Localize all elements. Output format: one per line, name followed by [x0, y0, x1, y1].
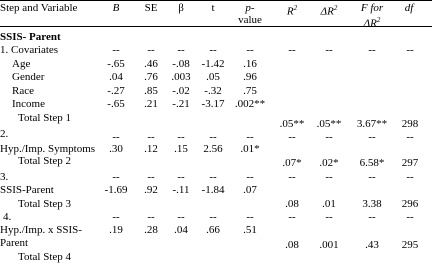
top-rule: [0, 0, 432, 1]
cell-se: .21: [144, 98, 158, 110]
cell-b: -.65: [107, 98, 125, 110]
cell-f: 3.67**: [356, 118, 388, 130]
row-label: 3.: [0, 171, 9, 183]
cell-p: .51: [243, 224, 257, 236]
row-label: 2.: [0, 128, 9, 140]
row-label-line1: Hyp./Imp. x SSIS-: [0, 224, 82, 236]
cell-r2: --: [288, 44, 296, 56]
cell-se: --: [147, 131, 155, 143]
cell-b: --: [112, 131, 120, 143]
row-label: Race: [12, 85, 34, 97]
cell-beta: -.02: [172, 85, 190, 97]
row-label: Total Step 2: [18, 155, 72, 167]
cell-t: --: [209, 44, 217, 56]
row-label: Gender: [12, 71, 45, 83]
row-label: Income: [12, 98, 45, 110]
cell-b: -.65: [107, 58, 125, 70]
cell-f: --: [368, 171, 376, 183]
cell-t: .05: [206, 71, 220, 83]
cell-dr2: .05**: [316, 118, 342, 130]
cell-b: .30: [109, 143, 123, 155]
cell-beta: .003: [171, 71, 191, 83]
cell-beta: .04: [174, 224, 188, 236]
row-label: SSIS-Parent: [0, 184, 54, 196]
cell-r2: .08: [285, 239, 299, 251]
cell-df: 297: [401, 157, 419, 169]
cell-dr2: --: [325, 44, 333, 56]
cell-f: 6.58*: [359, 157, 385, 169]
cell-df: 295: [401, 239, 419, 251]
cell-r2: .05**: [279, 118, 305, 130]
cell-beta: .15: [174, 143, 188, 155]
cell-p: .16: [243, 58, 257, 70]
cell-dr2: .001: [319, 239, 339, 251]
cell-p: --: [246, 131, 254, 143]
cell-t: -.32: [204, 85, 222, 97]
cell-f: --: [368, 44, 376, 56]
cell-df: --: [406, 131, 414, 143]
cell-r2: .08: [285, 198, 299, 210]
cell-t: --: [209, 171, 217, 183]
row-label: 1. Covariates: [0, 44, 59, 56]
cell-r2: --: [288, 131, 296, 143]
cell-se: .46: [144, 58, 158, 70]
header-step-and-variable: Step and Variable: [0, 2, 78, 14]
row-label: 4.: [3, 211, 12, 223]
header-t: t: [211, 2, 215, 14]
cell-t: -1.42: [201, 58, 225, 70]
cell-p: .002**: [234, 98, 266, 110]
cell-dr2: --: [325, 211, 333, 223]
cell-beta: --: [177, 131, 185, 143]
cell-b: .19: [109, 224, 123, 236]
cell-se: .76: [144, 71, 158, 83]
cell-beta: --: [177, 211, 185, 223]
cell-df: --: [406, 171, 414, 183]
cell-p: --: [246, 44, 254, 56]
row-label: Total Step 3: [18, 198, 72, 210]
cell-se: .85: [144, 85, 158, 97]
header-df: df: [404, 2, 414, 14]
cell-df: 298: [401, 118, 419, 130]
cell-t: --: [209, 211, 217, 223]
row-label: Hyp./Imp. Symptoms: [0, 143, 96, 155]
cell-r2: --: [288, 211, 296, 223]
cell-beta: --: [177, 44, 185, 56]
header-p-line2: value: [238, 14, 262, 26]
row-label: Total Step 1: [18, 112, 72, 124]
cell-dr2: .02*: [319, 157, 339, 169]
cell-p: .01*: [240, 143, 260, 155]
cell-dr2: .01: [322, 198, 336, 210]
cell-b: --: [112, 171, 120, 183]
cell-t: 2.56: [203, 143, 223, 155]
cell-b: -1.69: [104, 184, 128, 196]
cell-r2: .07*: [282, 157, 302, 169]
cell-dr2: --: [325, 131, 333, 143]
cell-dr2: --: [325, 171, 333, 183]
cell-f: 3.38: [362, 198, 382, 210]
cell-t: -1.84: [201, 184, 225, 196]
cell-beta: -.21: [172, 98, 190, 110]
cell-t: .66: [206, 224, 220, 236]
cell-beta: -.08: [172, 58, 190, 70]
cell-p: .07: [243, 184, 257, 196]
cell-f: --: [368, 131, 376, 143]
cell-se: --: [147, 44, 155, 56]
cell-t: -3.17: [201, 98, 225, 110]
header-b: B: [112, 2, 120, 14]
cell-p: --: [246, 211, 254, 223]
cell-df: --: [406, 44, 414, 56]
cell-beta: -.11: [172, 184, 190, 196]
header-f-line1: F for: [360, 2, 384, 14]
row-label-line2: Parent: [0, 237, 29, 249]
cell-b: -.27: [107, 85, 125, 97]
cell-t: --: [209, 131, 217, 143]
cell-f: --: [368, 211, 376, 223]
cell-df: --: [406, 211, 414, 223]
cell-b: --: [112, 211, 120, 223]
cell-p: .96: [243, 71, 257, 83]
cell-r2: --: [288, 171, 296, 183]
header-se: SE: [144, 2, 158, 14]
cell-b: --: [112, 44, 120, 56]
section-title: SSIS- Parent: [0, 31, 61, 43]
header-r2: $R^2$: [286, 4, 298, 18]
cell-se: .12: [144, 143, 158, 155]
cell-b: .04: [109, 71, 123, 83]
header-f-line2: $\Delta R^2$: [363, 16, 381, 30]
header-rule: [0, 26, 432, 27]
row-label: Total Step 4: [18, 251, 72, 263]
row-label: Age: [12, 58, 31, 70]
cell-se: --: [147, 211, 155, 223]
cell-df: 296: [401, 198, 419, 210]
header-beta: β: [178, 2, 184, 14]
cell-p: --: [246, 171, 254, 183]
cell-se: .28: [144, 224, 158, 236]
cell-f: .43: [365, 239, 379, 251]
cell-se: --: [147, 171, 155, 183]
header-delta-r2: $\Delta R^2$: [320, 4, 338, 18]
cell-se: .92: [144, 184, 158, 196]
cell-p: .75: [243, 85, 257, 97]
cell-beta: --: [177, 171, 185, 183]
header-p-line1: p-: [245, 2, 255, 14]
